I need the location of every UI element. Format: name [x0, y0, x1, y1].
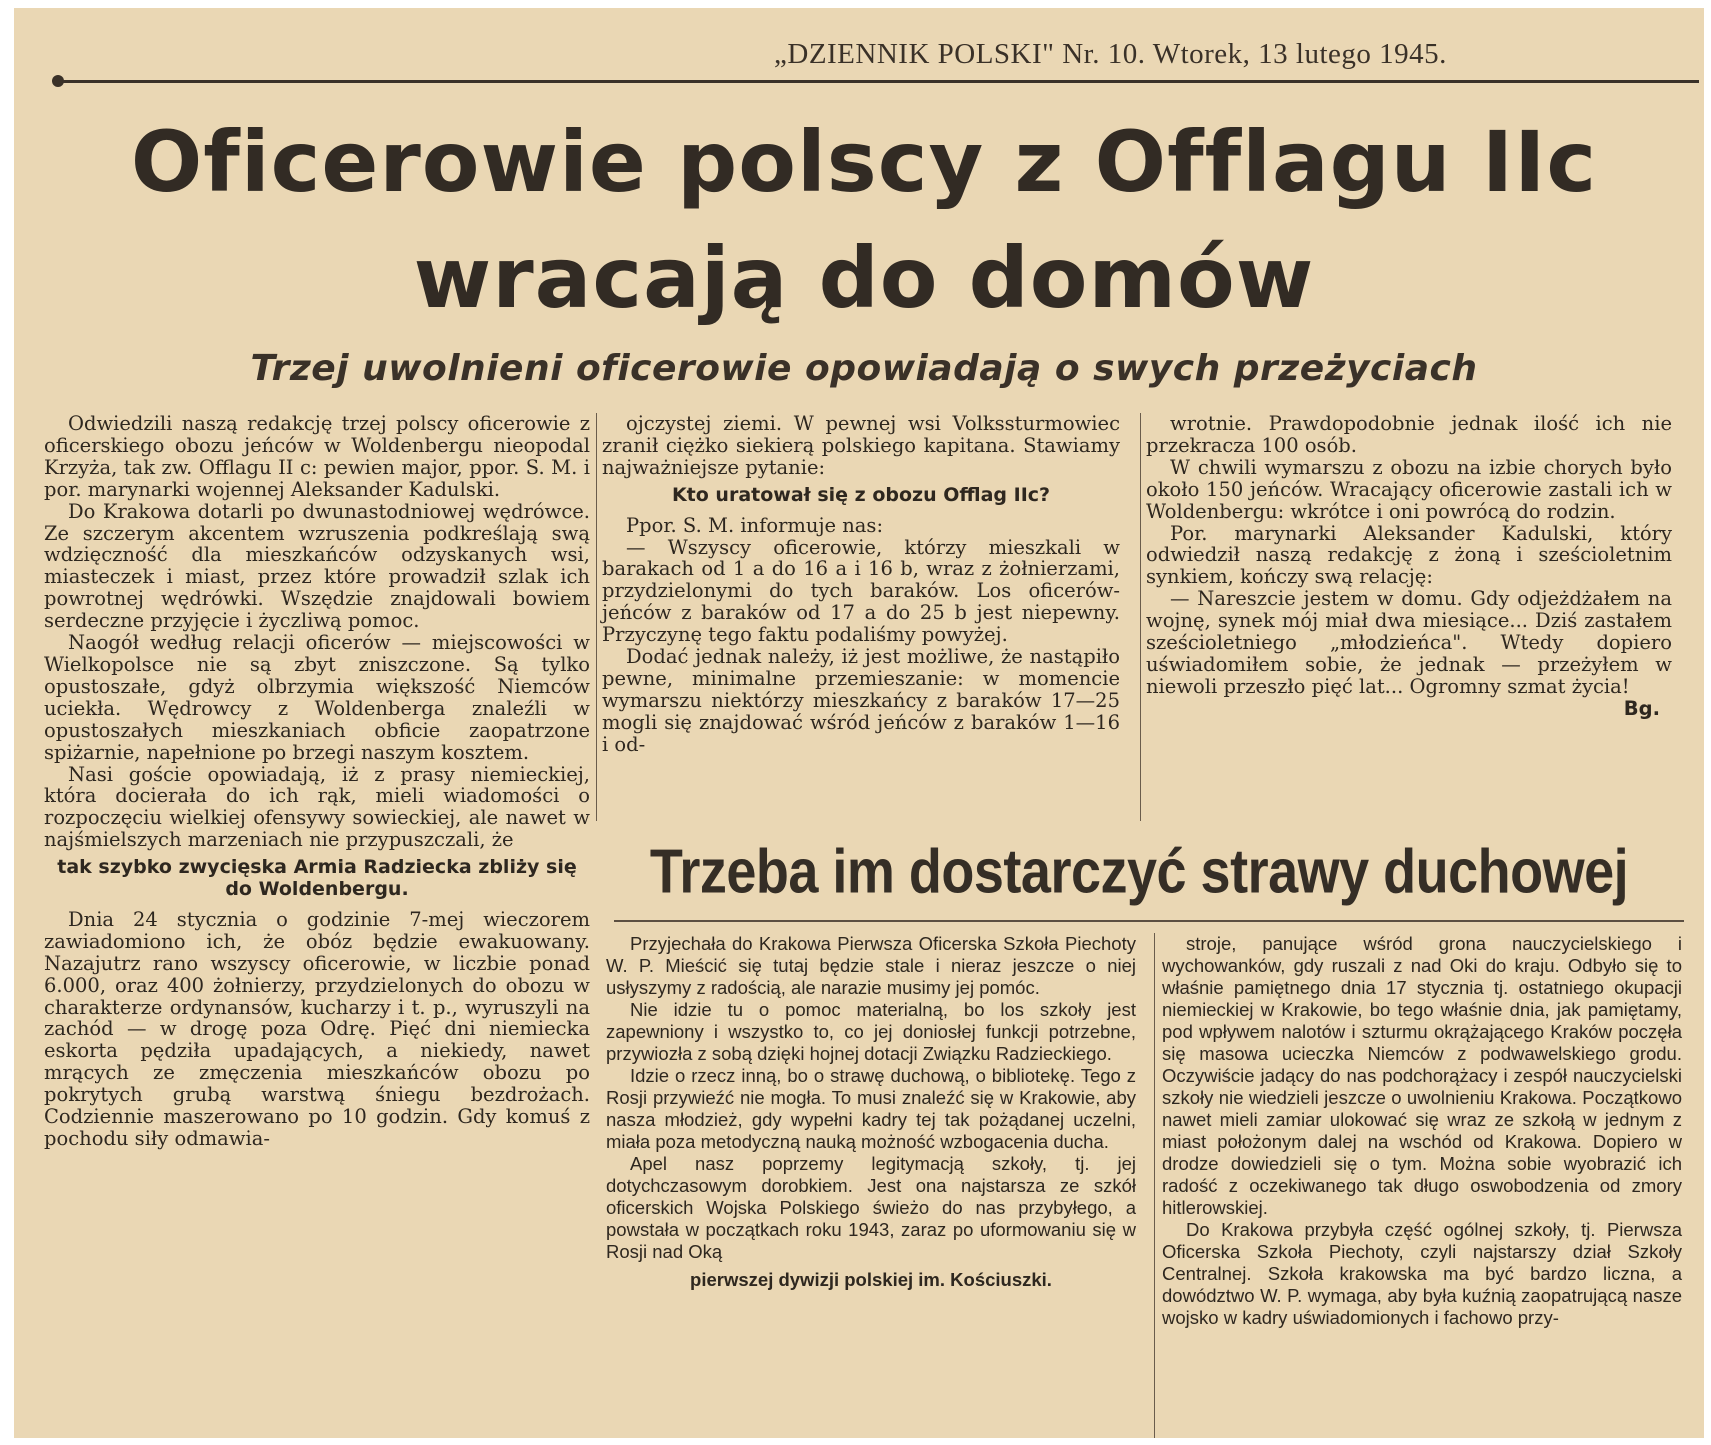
paragraph: Nie idzie tu o pomoc materialną, bo los szkoły jest zapewniony i wszystko to, co jej doniosłej funkcji potrzebne, przywiozła z sobą dzięki hojnej dotacji Związku Radzieckiego.	[606, 999, 1136, 1064]
column-divider	[596, 413, 597, 821]
paragraph: ojczystej ziemi. W pewnej wsi Volkssturmowiec zranił ciężko siekierą polskiego kapitana. Stawiamy najważniejsze pytanie:	[602, 412, 1120, 479]
paragraph: Nasi goście opowiadają, iż z prasy niemieckiej, która docierała do ich rąk, mieli wiadomości o rozpoczęciu wielkiej ofensywy sowieckiej, ale nawet w najśmielszych marzeniach nie przypuszczali, że	[44, 762, 590, 852]
paragraph: Przyjechała do Krakowa Pierwsza Oficerska Szkoła Piechoty W. P. Mieścić się tutaj będzie stale i nieraz jeszcze o niej usłyszymy z radością, ale narazie musimy jej pomóc.	[606, 933, 1136, 998]
article1-column-1	[44, 413, 590, 1150]
callout: tak szybko zwycięska Armia Radziecka zbliży się do Woldenbergu.	[57, 856, 577, 901]
column-divider	[1140, 413, 1141, 821]
paragraph: Dnia 24 stycznia o godzinie 7-mej wieczorem zawiadomiono ich, że obóz będzie ewakuowany. Nazajutrz rano wszyscy oficerowie, w liczbie ponad 6.000, oraz 400 żołnierzy, przydzielonych do obozu w charakterze ordynansów, kucharzy i t. p., wyruszyli na zachód — w drogę poza Odrę. Pięć dni niemiecka eskorta pędziła upadających, a niekiedy, nawet mrących ze zmęczenia mieszkańców obozu po pokrytych grubą warstwą śniegu bezdrożach. Codziennie maszerowano po 10 godzin. Gdy komuś z pochodu siły odmawia-	[44, 907, 590, 1150]
masthead-rule	[59, 80, 1699, 83]
paragraph: — Nareszcie jestem w domu. Gdy odjeżdżałem na wojnę, synek mój miał dwa miesiące... Dziś zastałem sześcioletniego „młodzieńca". Wtedy dopiero uświadomiłem sobie, że jednak — przeżyłem w niewoli przeszło pięć lat... Ogromny szmat życia!	[1146, 587, 1672, 698]
paragraph: pierwszej dywizji polskiej im. Kościuszki.	[690, 1269, 1052, 1290]
paragraph: Por. marynarki Aleksander Kadulski, który odwiedził naszą redakcję z żoną i sześcioletnim synkiem, kończy swą relację:	[1146, 521, 1672, 589]
headline-line-2: wracają do domów	[413, 229, 1315, 327]
paragraph: Dodać jednak należy, iż jest możliwe, że nastąpiło pewne, minimalne przemieszanie: w momencie wymarszu niektórzy mieszkańcy z baraków 17—25 mogli się znajdować wśród jeńców z baraków 1—16 i od-	[602, 645, 1120, 756]
subheadline: Trzej uwolnieni oficerowie opowiadają o swych przeżyciach	[250, 348, 1478, 389]
paragraph: wrotnie. Prawdopodobnie jednak ilość ich nie przekracza 100 osób.	[1146, 412, 1672, 457]
paragraph: Naogół według relacji oficerów — miejscowości w Wielkopolsce nie są zbyt zniszczone. Są tylko opustoszałe, gdyż olbrzymia większość Niemców uciekła. Wędrowcy z Woldenberga znaleźli w opustoszałych mieszkaniach obficie zaopatrzone spiżarnie, napełnione po brzegi naszym kosztem.	[44, 631, 590, 764]
column-divider	[1154, 933, 1155, 1438]
main-headline	[34, 104, 1694, 336]
headline-line-1: Oficerowie polscy z Offlagu IIc	[130, 113, 1598, 211]
subsection-heading: Kto uratował się z obozu Offlag IIc?	[671, 483, 1051, 506]
paragraph: W chwili wymarszu z obozu na izbie chorych było około 150 jeńców. Wracający oficerowie zastali ich w Woldenbergu: wkrótce i oni powrócą do rodzin.	[1146, 455, 1672, 523]
article2-column-2	[1162, 933, 1682, 1329]
article2-headline: Trzeba im dostarczyć strawy duchowej	[649, 837, 1629, 907]
newspaper-clipping	[14, 8, 1704, 1438]
article1-column-3	[1146, 413, 1672, 720]
paragraph: — Wszyscy oficerowie, którzy mieszkali w barakach od 1 a do 16 a i 16 b, wraz z żołnierzami, przydzielonymi do tych baraków. Los oficerów-jeńców z baraków od 17 a do 25 b jest niepewny. Przyczynę tego faktu podaliśmy powyżej.	[602, 535, 1120, 647]
masthead: „DZIENNIK POLSKI" Nr. 10. Wtorek, 13 lutego 1945.	[774, 38, 1447, 70]
paragraph: Apel nasz poprzemy legitymacją szkoły, tj. jej dotychczasowym dorobkiem. Jest ona najstarsza ze szkół oficerskich Wojska Polskiego świeżo do nas przybyłego, a powstała w początkach roku 1943, zaraz po uformowaniu się w Rosji nad Oką	[606, 1153, 1136, 1262]
paragraph: Do Krakowa przybyła część ogólnej szkoły, tj. Pierwsza Oficerska Szkoła Piechoty, czyli najstarszy dział Szkoły Centralnej. Szkoła krakowska ma być bardzo liczna, a dowództwo W. P. wymaga, aby była kuźnią zaopatrującą nasze wojsko w kadry uświadomionych i fachowo przy-	[1162, 1219, 1682, 1328]
paragraph: Do Krakowa dotarli po dwunastodniowej wędrówce. Ze szczerym akcentem wzruszenia podkreślają swą wdzięczność dla mieszkańców odzyskanych wsi, miasteczek i miast, przez które prowadził szlak ich powrotnej wędrówki. Wszędzie znajdowali bowiem serdeczne przyjęcie i życzliwą pomoc.	[44, 499, 590, 633]
article2-column-1	[606, 933, 1136, 1291]
paragraph: stroje, panujące wśród grona nauczycielskiego i wychowanków, gdy ruszali z nad Oki do kraju. Odbyło się to właśnie pamiętnego dnia 17 stycznia tj. ostatniego okupacji niemieckiej w Krakowie, bo tego właśnie dnia, jak pamiętamy, pod wpływem nalotów i szturmu okrążającego Kraków poczęła się masowa ucieczka Niemców z podwawelskiego grodu. Oczywiście jadący do nas podchorążacy i zespół nauczycielski szkoły nie wiedzieli jeszcze o uwolnieniu Krakowa. Początkowo nawet mieli zamiar ulokować się wraz ze szkołą w jednym z miast położonym dalej na wschód od Krakowa. Dopiero w drodze dowiedzieli się o tym. Można sobie wyobrazić ich radość z oczekiwanego tak długo oswobodzenia od zmory hitlerowskiej.	[1162, 933, 1682, 1218]
article1-column-2	[602, 413, 1120, 756]
paragraph: Odwiedzili naszą redakcję trzej polscy oficerowie z oficerskiego obozu jeńców w Woldenbergu nieopodal Krzyża, tak zw. Offlagu II c: pewien major, ppor. S. M. i por. marynarki wojennej Aleksander Kadulski.	[44, 412, 590, 501]
paragraph: Ppor. S. M. informuje nas:	[626, 513, 884, 537]
article2-rule	[614, 920, 1684, 922]
author-signature: Bg.	[1623, 696, 1660, 720]
paragraph: Idzie o rzecz inną, bo o strawę duchową, o bibliotekę. Tego z Rosji przywieźć nie mogła. To musi znaleźć się w Krakowie, aby nasza młodzież, gdy wypełni kadry tej tak pożądanej uczelni, miała poza metodyczną nauką możność wzbogacenia ducha.	[606, 1065, 1136, 1152]
